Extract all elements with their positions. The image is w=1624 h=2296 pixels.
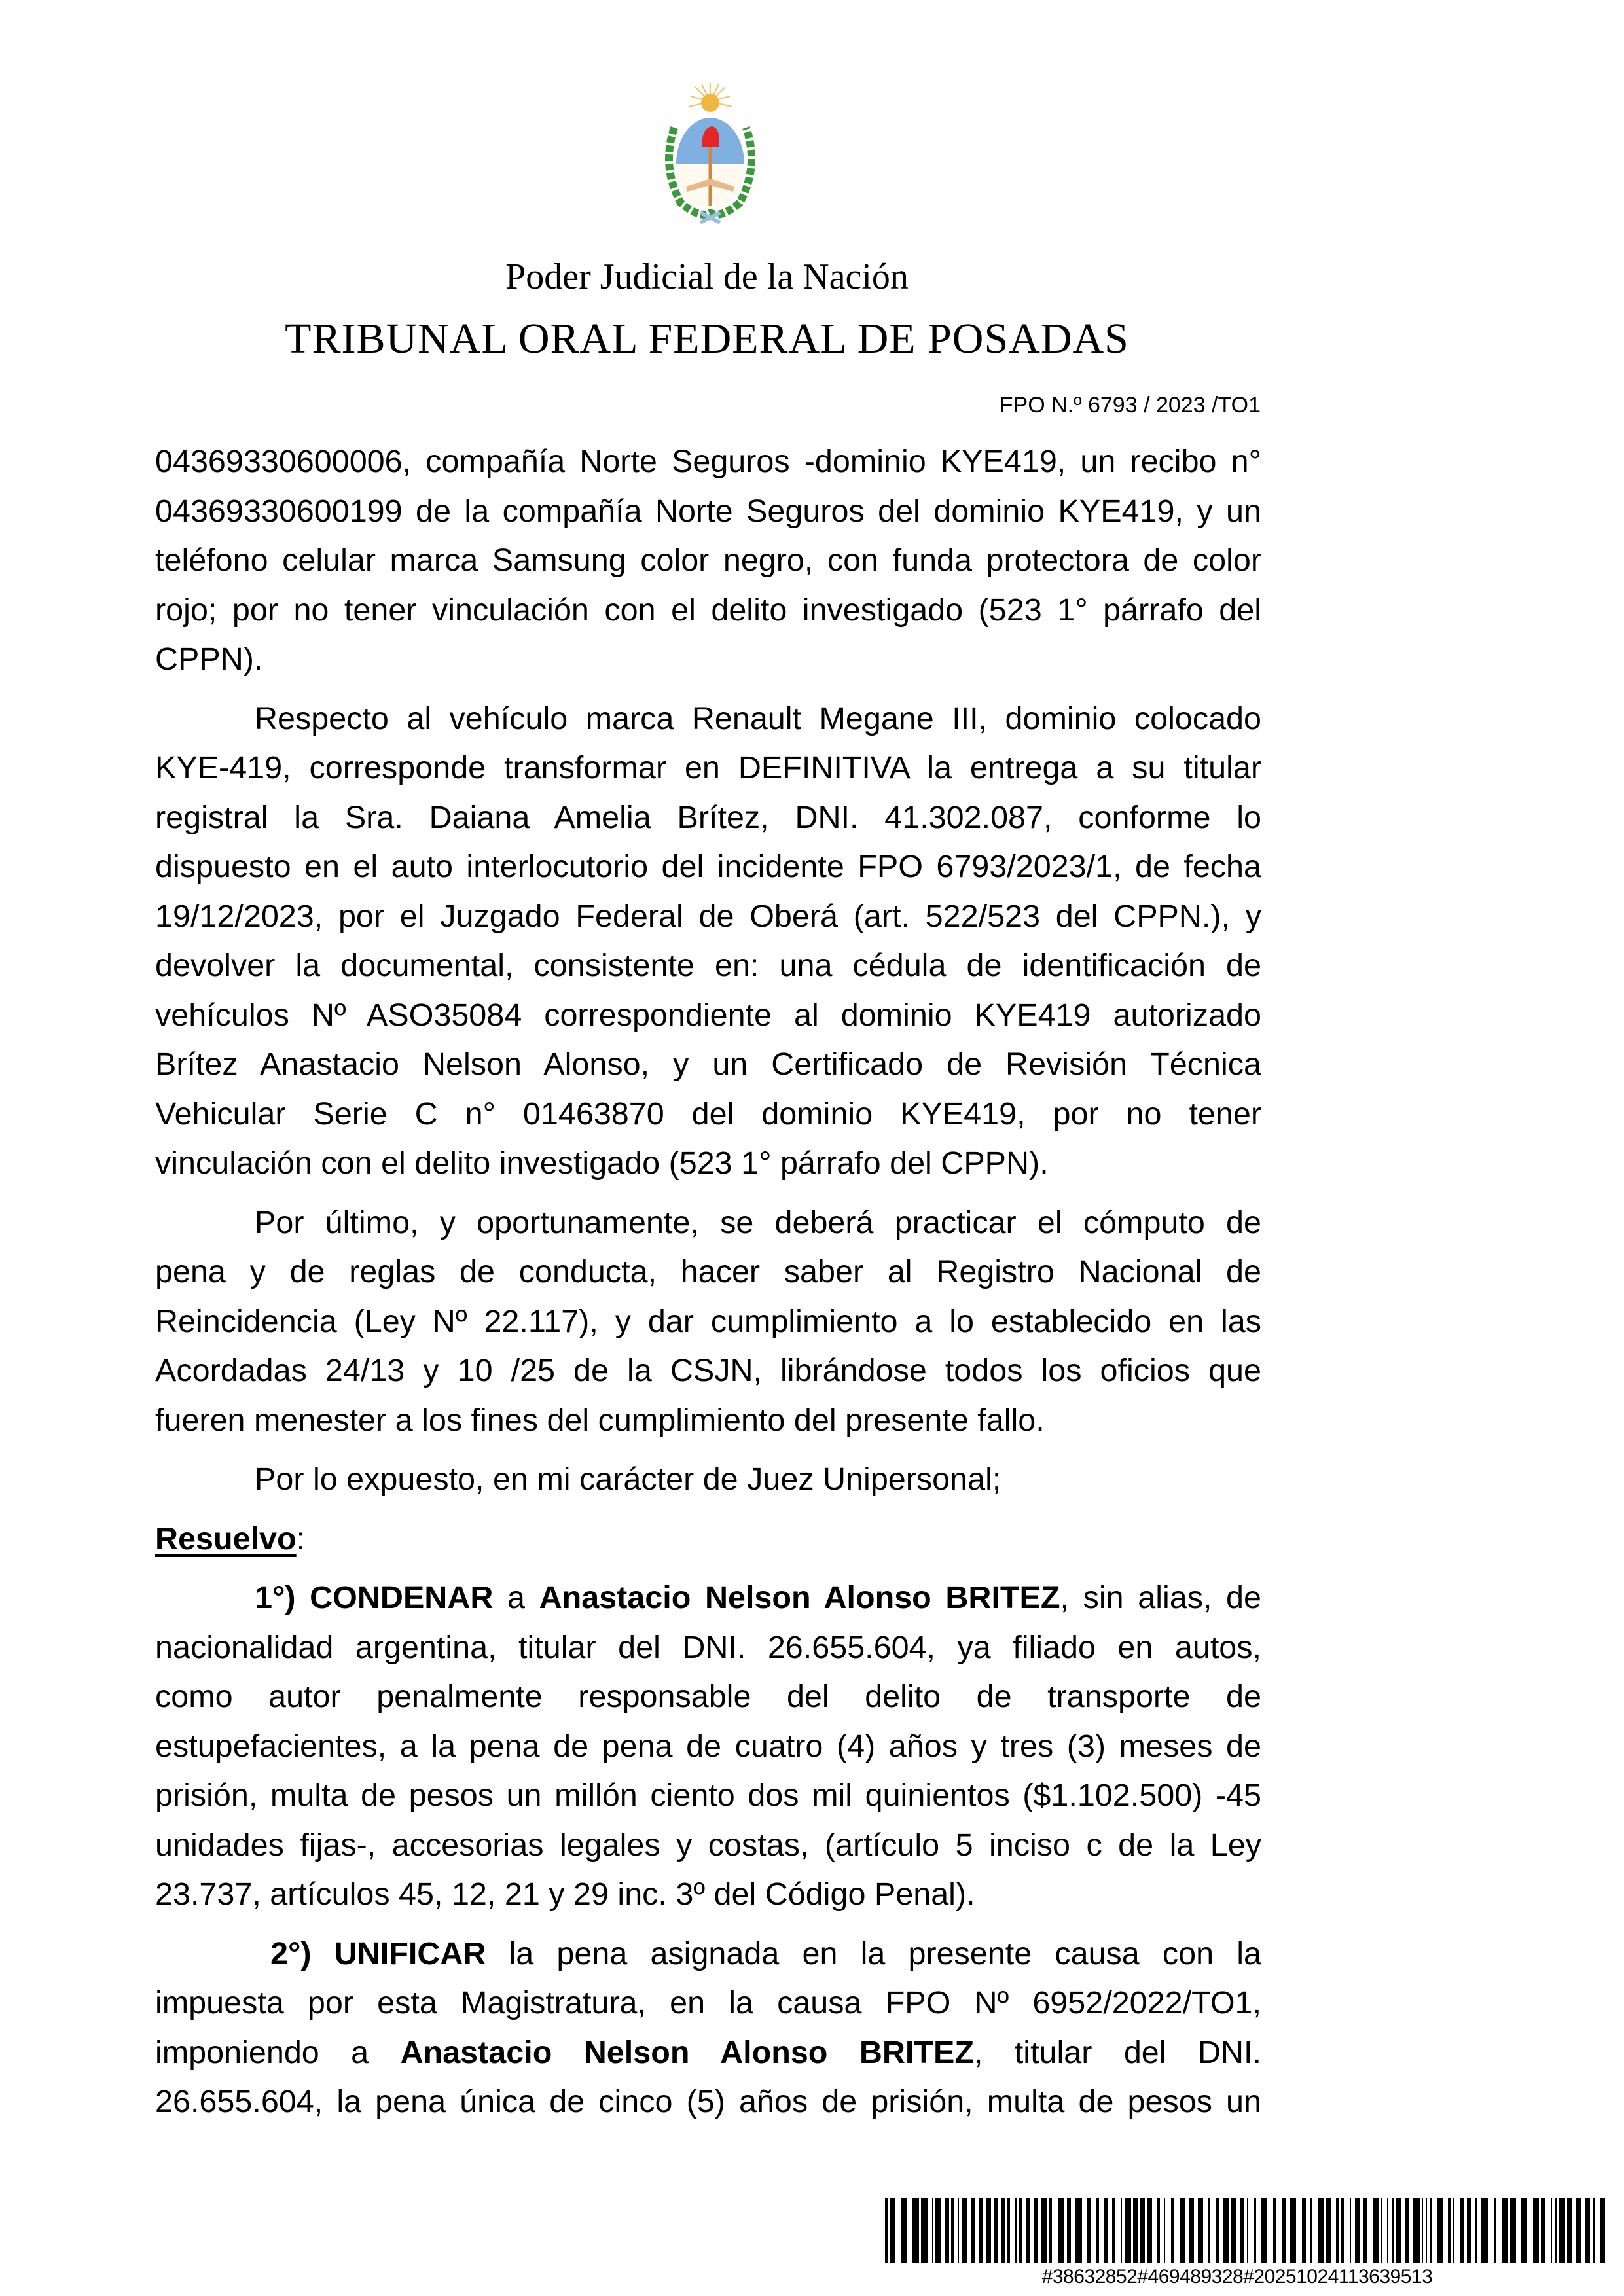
- paragraph-judge-capacity: [155, 1455, 1261, 1505]
- text-line: rojo; por no tener vinculación con el delito investigado (523 1° párrafo del: [155, 592, 1261, 628]
- text-line: estupefacientes, a la pena de pena de cuatro (4) años y tres (3) meses de: [155, 1728, 1261, 1764]
- text-line: impuesta por esta Magistratura, en la causa FPO Nº 6952/2022/TO1,: [155, 1985, 1261, 2020]
- text-line: unidades fijas-, accesorias legales y costas, (artículo 5 inciso c de la Ley: [155, 1827, 1261, 1863]
- text-line: vinculación con el delito investigado (523 1° párrafo del CPPN).: [155, 1145, 1049, 1181]
- text-line: CPPN).: [155, 641, 263, 677]
- court-name: TRIBUNAL ORAL FEDERAL DE POSADAS: [285, 315, 1129, 363]
- item-number: 1°): [255, 1580, 296, 1615]
- text-line: Reincidencia (Ley Nº 22.117), y dar cumplimiento a lo establecido en las: [155, 1303, 1261, 1339]
- text-line: nacionalidad argentina, titular del DNI. 26.655.604, ya filiado en autos,: [155, 1629, 1261, 1665]
- argentina-coat-of-arms-icon: [655, 82, 766, 232]
- text-line: vehículos Nº ASO35084 correspondiente al dominio KYE419 autorizado: [155, 997, 1261, 1033]
- document-body: [155, 437, 1261, 2137]
- text-line: prisión, multa de pesos un millón ciento dos mil quinientos ($1.102.500) -45: [155, 1778, 1261, 1813]
- text-line: pena y de reglas de conducta, hacer saber al Registro Nacional de: [155, 1254, 1261, 1289]
- barcode-text: #38632852#469489328#20251024113639513: [1041, 2266, 1433, 2287]
- text-fragment: la pena asignada en la presente causa con la: [486, 1935, 1261, 1971]
- text-line: Vehicular Serie C n° 01463870 del dominio KYE419, por no tener: [155, 1096, 1261, 1132]
- text-line: devolver la documental, consistente en: una cédula de identificación de: [155, 948, 1261, 983]
- defendant-name: Anastacio Nelson Alonso BRITEZ: [400, 2034, 974, 2070]
- text-fragment: imponiendo a: [155, 2034, 401, 2070]
- text-line: Por último, y oportunamente, se deberá practicar el cómputo de: [255, 1204, 1261, 1240]
- text-line: KYE-419, corresponde transformar en DEFINITIVA la entrega a su titular: [155, 750, 1261, 785]
- text-line: Brítez Anastacio Nelson Alonso, y un Certificado de Revisión Técnica: [155, 1047, 1261, 1082]
- resolution-item-1: [155, 1573, 1261, 1920]
- resolution-item-2: [155, 1929, 1261, 2127]
- text-line: 04369330600006, compañía Norte Seguros -dominio KYE419, un recibo n°: [155, 444, 1261, 479]
- text-line: 04369330600199 de la compañía Norte Seguros del dominio KYE419, y un: [155, 493, 1261, 529]
- text-line: fueren menester a los fines del cumplimiento del presente fallo.: [155, 1402, 1045, 1438]
- text-line: dispuesto en el auto interlocutorio del incidente FPO 6793/2023/1, de fecha: [155, 849, 1261, 884]
- item-verb: CONDENAR: [310, 1580, 494, 1615]
- text-fragment: , sin alias, de: [1060, 1580, 1261, 1615]
- institution-name: Poder Judicial de la Nación: [505, 257, 909, 297]
- barcode-icon: [885, 2198, 1606, 2263]
- text-line: 19/12/2023, por el Juzgado Federal de Oberá (art. 522/523 del CPPN.), y: [155, 898, 1261, 934]
- resolution-heading: [155, 1515, 1261, 1564]
- heading-colon: :: [296, 1520, 306, 1556]
- text-line: 23.737, artículos 45, 12, 21 y 29 inc. 3º del Código Penal).: [155, 1876, 975, 1912]
- text-line: como autor penalmente responsable del delito de transporte de: [155, 1679, 1261, 1714]
- text-line: registral la Sra. Daiana Amelia Brítez, DNI. 41.302.087, conforme lo: [155, 799, 1261, 835]
- text-line: teléfono celular marca Samsung color negro, con funda protectora de color: [155, 543, 1261, 578]
- paragraph-vehicle: [155, 694, 1261, 1189]
- text-line: 26.655.604, la pena única de cinco (5) años de prisión, multa de pesos un: [155, 2084, 1261, 2119]
- connector: a: [493, 1580, 539, 1615]
- text-line: Acordadas 24/13 y 10 /25 de la CSJN, librándose todos los oficios que: [155, 1353, 1261, 1388]
- text-line: Respecto al vehículo marca Renault Megane III, dominio colocado: [255, 700, 1261, 736]
- text-fragment: , titular del DNI.: [973, 2034, 1261, 2070]
- defendant-name: Anastacio Nelson Alonso BRITEZ: [539, 1580, 1060, 1615]
- resolution-heading-text: Resuelvo: [155, 1520, 297, 1556]
- case-number: FPO N.º 6793 / 2023 /TO1: [999, 393, 1261, 418]
- paragraph-computation: [155, 1198, 1261, 1446]
- item-verb: UNIFICAR: [334, 1935, 486, 1971]
- item-number: 2°): [270, 1935, 312, 1971]
- paragraph-items-returned: [155, 437, 1261, 685]
- text-line: Por lo expuesto, en mi carácter de Juez Unipersonal;: [255, 1462, 1001, 1497]
